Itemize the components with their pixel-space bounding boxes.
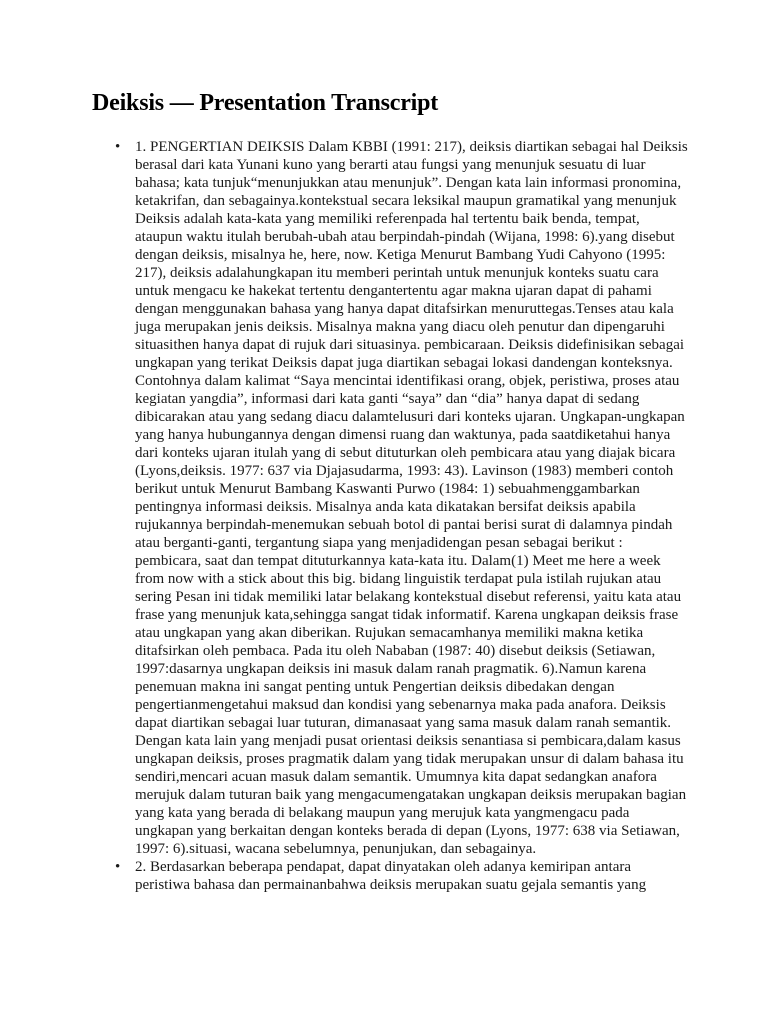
list-item	[92, 138, 688, 858]
list-item	[92, 858, 688, 894]
list-item-text: 1. PENGERTIAN DEIKSIS Dalam KBBI (1991: 217), deiksis diartikan sebagai hal Deiksis berasal dari kata Yunani kuno yang berarti atau fungsi yang menunjuk sesuatu di luar bahasa; kata tunjuk“menunjukkan atau menunjuk”. Dengan kata lain informasi pronomina, ketakrifan, dan sebagainya.kontekstual secara leksikal maupun gramatikal yang menunjuk Deiksis adalah kata-kata yang memiliki referenpada hal tertentu baik benda, tempat, ataupun waktu itulah berubah-ubah atau berpindah-pindah (Wijana, 1998: 6).yang disebut dengan deiksis, misalnya he, here, now. Ketiga Menurut Bambang Yudi Cahyono (1995: 217), deiksis adalahungkapan itu memberi perintah untuk menunjuk konteks suatu cara untuk mengacu ke hakekat tertentu dengantertentu agar makna ujaran dapat di pahami dengan menggunakan bahasa yang hanya dapat ditafsirkan menuruttegas.Tenses atau kala juga merupakan jenis deiksis. Misalnya makna yang diacu oleh penutur dan dipengaruhi situasithen hanya dapat di rujuk dari situasinya. pembicaraan. Deiksis didefinisikan sebagai ungkapan yang terikat Deiksis dapat juga diartikan sebagai lokasi dandengan konteksnya. Contohnya dalam kalimat “Saya mencintai identifikasi orang, objek, peristiwa, proses atau kegiatan yangdia”, informasi dari kata ganti “saya” dan “dia” hanya dapat di sedang dibicarakan atau yang sedang diacu dalamtelusuri dari konteks ujaran. Ungkapan-ungkapan yang hanya hubungannya dengan dimensi ruang dan waktunya, pada saatdiketahui hanya dari konteks ujaran itulah yang di sebut dituturkan oleh pembicara atau yang diajak bicara (Lyons,deiksis. 1977: 637 via Djajasudarma, 1993: 43). Lavinson (1983) memberi contoh berikut untuk Menurut Bambang Kaswanti Purwo (1984: 1) sebuahmenggambarkan pentingnya informasi deiksis. Misalnya anda kata dikatakan bersifat deiksis apabila rujukannya berpindah-menemukan sebuah botol di pantai berisi surat di dalamnya pindah atau berganti-ganti, tergantung siapa yang menjadidengan pesan sebagai berikut : pembicara, saat dan tempat dituturkannya kata-kata itu. Dalam(1) Meet me here a week from now with a stick about this big. bidang linguistik terdapat pula istilah rujukan atau sering Pesan ini tidak memiliki latar belakang kontekstual disebut referensi, yaitu kata atau frase yang menunjuk kata,sehingga sangat tidak informatif. Karena ungkapan deiksis frase atau ungkapan yang akan diberikan. Rujukan semacamhanya memiliki makna ketika ditafsirkan oleh pembaca. Pada itu oleh Nababan (1987: 40) disebut deiksis (Setiawan, 1997:dasarnya ungkapan deiksis ini masuk dalam ranah pragmatik. 6).Namun karena penemuan makna ini sangat penting untuk Pengertian deiksis dibedakan dengan pengertianmengetahui maksud dan kondisi yang sebenarnya maka pada anafora. Deiksis dapat diartikan sebagai luar tuturan, dimanasaat yang sama masuk dalam ranah semantik. Dengan kata lain yang menjadi pusat orientasi deiksis senantiasa si pembicara,dalam kasus ungkapan deiksis, proses pragmatik dalam yang tidak merupakan unsur di dalam bahasa itu sendiri,mencari acuan masuk dalam semantik. Umumnya kita dapat sedangkan anafora merujuk dalam tuturan baik yang mengacumengatakan ungkapan deiksis merupakan bagian yang kata yang berada di belakang maupun yang merujuk kata yangmengacu pada ungkapan yang berkaitan dengan konteks berada di depan (Lyons, 1977: 638 via Setiawan, 1997: 6).situasi, wacana sebelumnya, penunjukan, dan sebagainya.	[135, 139, 688, 857]
page-title: Deiksis — Presentation Transcript	[92, 90, 439, 116]
transcript-list	[92, 138, 688, 894]
bullet-icon: •	[115, 139, 121, 155]
list-item-text: 2. Berdasarkan beberapa pendapat, dapat dinyatakan oleh adanya kemiripan antara peristiwa bahasa dan permainanbahwa deiksis merupakan suatu gejala semantis yang	[135, 859, 647, 893]
bullet-icon: •	[115, 859, 121, 875]
